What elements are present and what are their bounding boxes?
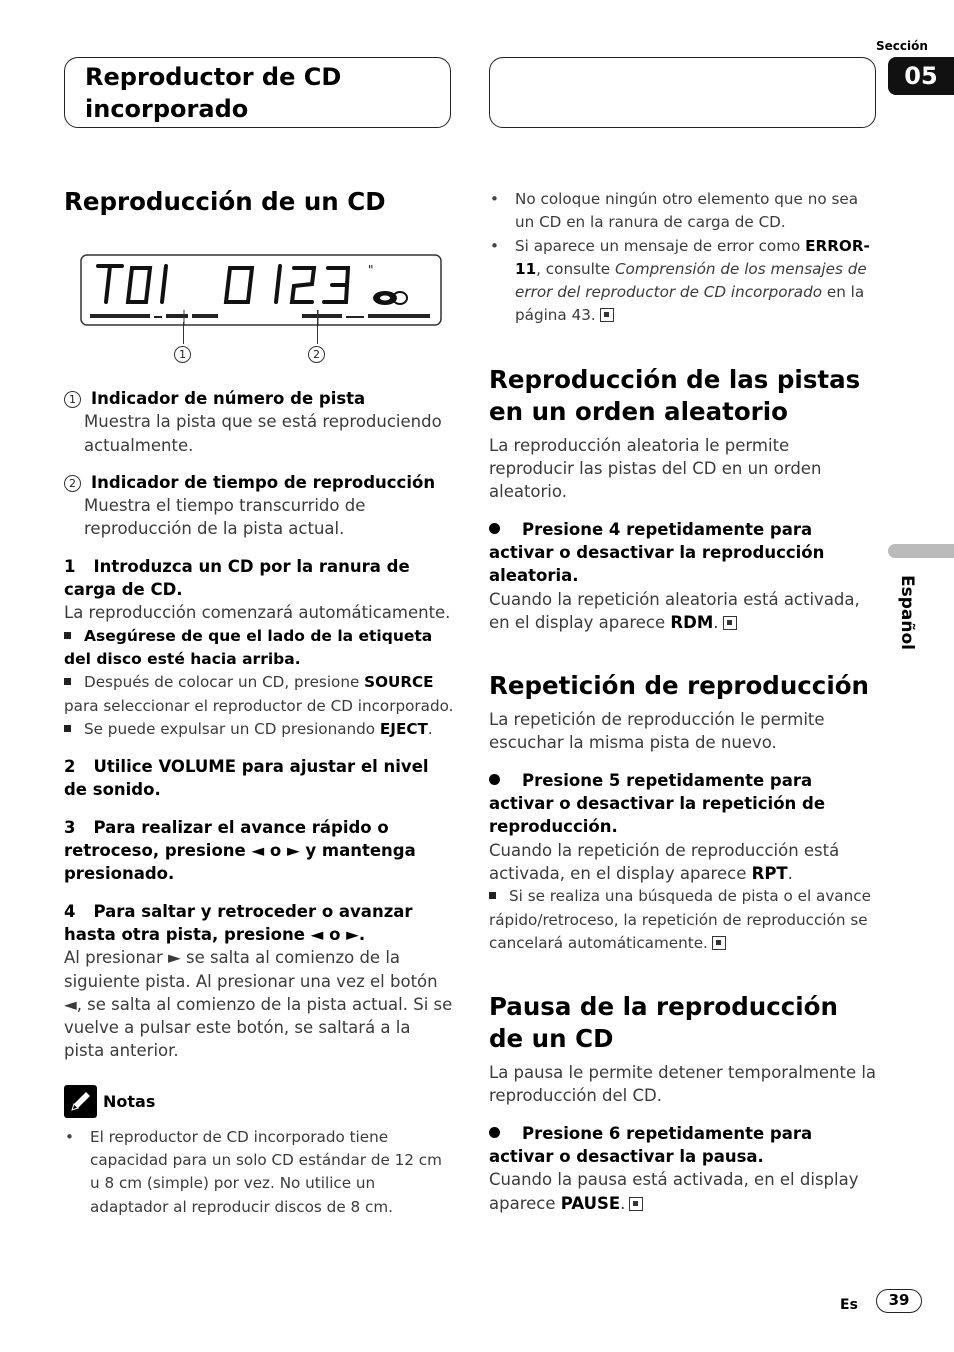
step-3-number: 3 xyxy=(64,817,76,837)
repeat-note-text: Si se realiza una búsqueda de pista o el avance rápido/retroceso, la repetición de reproducción se cancelará automáticamente. xyxy=(489,887,871,952)
step-3-title xyxy=(64,816,454,886)
pause-indicator: PAUSE xyxy=(560,1193,621,1213)
end-mark-icon xyxy=(600,308,614,322)
step-1-note-2 xyxy=(64,671,454,718)
square-bullet-icon xyxy=(64,632,71,639)
notes-heading xyxy=(64,1085,454,1118)
step-dot-icon xyxy=(489,774,500,785)
right-column xyxy=(489,188,879,1215)
heading-pause: Pausa de la reproducción de un CD xyxy=(489,992,838,1054)
step-2-title xyxy=(64,755,454,802)
error-code: ERROR-11 xyxy=(515,236,870,278)
pause-step-text: Presione 6 repetidamente para activar o desactivar la pausa. xyxy=(489,1123,813,1167)
step-4-title-text: Para saltar y retroceder o avanzar hasta otra pista, presione ◄ o ►. xyxy=(64,901,413,944)
step-1-title-text: Introduzca un CD por la ranura de carga de CD. xyxy=(64,556,410,600)
step-1-note-bold xyxy=(64,625,454,672)
language-tab xyxy=(888,544,954,558)
step-1-note-bold-text: Asegúrese de que el lado de la etiqueta del disco esté hacia arriba. xyxy=(64,626,433,668)
end-mark-icon xyxy=(629,1197,643,1211)
indicator-1-title-text: Indicador de número de pista xyxy=(91,389,366,408)
random-step-text: Presione 4 repetidamente para activar o desactivar la reproducción aleatoria. xyxy=(489,519,825,586)
step-1-title xyxy=(64,555,454,602)
repeat-text: Cuando la repetición de reproducción está activada, en el display aparece RPT. xyxy=(489,840,840,883)
pause-text-a: Cuando la pausa está activada, en el display aparece xyxy=(489,1170,859,1213)
header-title-box xyxy=(64,57,451,128)
page-number: 39 xyxy=(876,1289,922,1313)
repeat-step-text: Presione 5 repetidamente para activar o desactivar la repetición de reproducción. xyxy=(489,770,826,837)
rdm-indicator: RDM xyxy=(670,612,714,632)
callout-2: 2 xyxy=(308,346,325,363)
repeat-step xyxy=(489,769,879,839)
indicator-2-title-text: Indicador de tiempo de reproducción xyxy=(91,472,436,492)
repeat-intro: La repetición de reproducción le permite escuchar la misma pista de nuevo. xyxy=(489,710,825,753)
notes-title: Notas xyxy=(103,1091,156,1111)
pause-step xyxy=(489,1122,879,1169)
end-mark-icon xyxy=(723,616,737,630)
square-bullet-icon xyxy=(64,725,71,732)
notes-pencil-icon xyxy=(64,1085,97,1118)
step-1-text: La reproducción comenzará automáticamente. xyxy=(64,603,451,623)
heading-play-cd: Reproducción de un CD xyxy=(64,187,386,216)
step-dot-icon xyxy=(489,523,500,534)
step-4-text: Al presionar ► se salta al comienzo de la siguiente pista. Al presionar una vez el botón ◄, se salta al comienzo de la pista actual. Si se vuelve a pulsar este botón, se saltará a la pista anterior. xyxy=(64,948,453,1061)
notes-item-2: • No coloque ningún otro elemento que no sea un CD en la ranura de carga de CD. xyxy=(489,188,879,235)
footer-lang-code: Es xyxy=(840,1297,858,1313)
header-title: Reproductor de CD incorporado xyxy=(85,63,342,123)
step-2-title-text: Utilice VOLUME para ajustar el nivel de sonido. xyxy=(64,757,429,800)
eject-key: EJECT xyxy=(379,719,428,738)
step-1-note-2-b: para seleccionar el reproductor de CD incorporado. xyxy=(64,696,454,715)
section-label: Sección xyxy=(876,39,928,53)
step-4-number: 4 xyxy=(64,901,76,921)
step-1-note-3: Se puede expulsar un CD presionando EJECT. xyxy=(64,718,454,741)
note-3-a: Si aparece un mensaje de error como xyxy=(515,236,801,255)
heading-random: Reproducción de las pistas en un orden aleatorio xyxy=(489,364,861,426)
square-bullet-icon xyxy=(489,892,496,899)
indicator-1-marker: 1 xyxy=(64,391,81,408)
step-dot-icon xyxy=(489,1127,500,1138)
square-bullet-icon xyxy=(64,678,71,685)
source-key: SOURCE xyxy=(364,673,434,692)
random-text: Cuando la repetición aleatoria está activada, en el display aparece RDM. xyxy=(489,589,860,632)
callout-line-2 xyxy=(317,310,318,344)
repeat-text-a: Cuando la repetición de reproducción está activada, en el display aparece xyxy=(489,840,840,883)
indicator-2-text: Muestra el tiempo transcurrido de reproducción de la pista actual. xyxy=(84,496,366,539)
step-3-title-text: Para realizar el avance rápido o retroceso, presione ◄ o ► y mantenga presionado. xyxy=(64,817,416,884)
indicator-1-text: Muestra la pista que se está reproduciendo actualmente. xyxy=(84,412,442,455)
note-3-b: , consulte xyxy=(536,259,611,278)
indicator-2-title xyxy=(64,471,454,494)
step-1-number: 1 xyxy=(64,556,76,576)
step-2-number: 2 xyxy=(64,757,76,777)
step-1-note-3-a: Se puede expulsar un CD presionando xyxy=(84,719,376,738)
step-1-note-2-a: Después de colocar un CD, presione xyxy=(84,673,360,692)
pause-intro: La pausa le permite detener temporalmente la reproducción del CD. xyxy=(489,1063,877,1106)
callout-line-1 xyxy=(183,322,184,344)
random-intro: La reproducción aleatoria le permite reproducir las pistas del CD en un orden aleatorio. xyxy=(489,435,822,502)
callout-1: 1 xyxy=(174,346,191,363)
lcd-display-graphic xyxy=(80,254,442,326)
notes-item-1: • El reproductor de CD incorporado tiene capacidad para un solo CD estándar de 12 cm u 8 cm (simple) por vez. No utilice un adaptador al reproducir discos de 8 cm. xyxy=(64,1126,454,1219)
header-empty-box xyxy=(489,57,876,128)
left-column xyxy=(64,387,454,1219)
lcd-display xyxy=(80,254,442,326)
section-number: 05 xyxy=(888,57,954,95)
random-text-a: Cuando la repetición aleatoria está activada, en el display aparece xyxy=(489,589,860,632)
indicator-2-marker: 2 xyxy=(64,475,81,492)
repeat-note xyxy=(489,885,879,955)
language-label: Español xyxy=(897,575,917,650)
end-mark-icon xyxy=(712,936,726,950)
indicator-1-title xyxy=(64,387,454,410)
rpt-indicator: RPT xyxy=(751,863,788,883)
random-step xyxy=(489,518,879,588)
pause-text: Cuando la pausa está activada, en el display aparece PAUSE. xyxy=(489,1170,859,1213)
step-4-title xyxy=(64,900,454,947)
note-3-c: en la página 43. xyxy=(515,283,865,325)
heading-repeat: Repetición de reproducción xyxy=(489,671,870,701)
note-3-reference: Comprensión de los mensajes de error del reproductor de CD incorporado xyxy=(515,259,867,302)
svg-text:": " xyxy=(368,263,374,277)
notes-item-3 xyxy=(489,235,879,328)
